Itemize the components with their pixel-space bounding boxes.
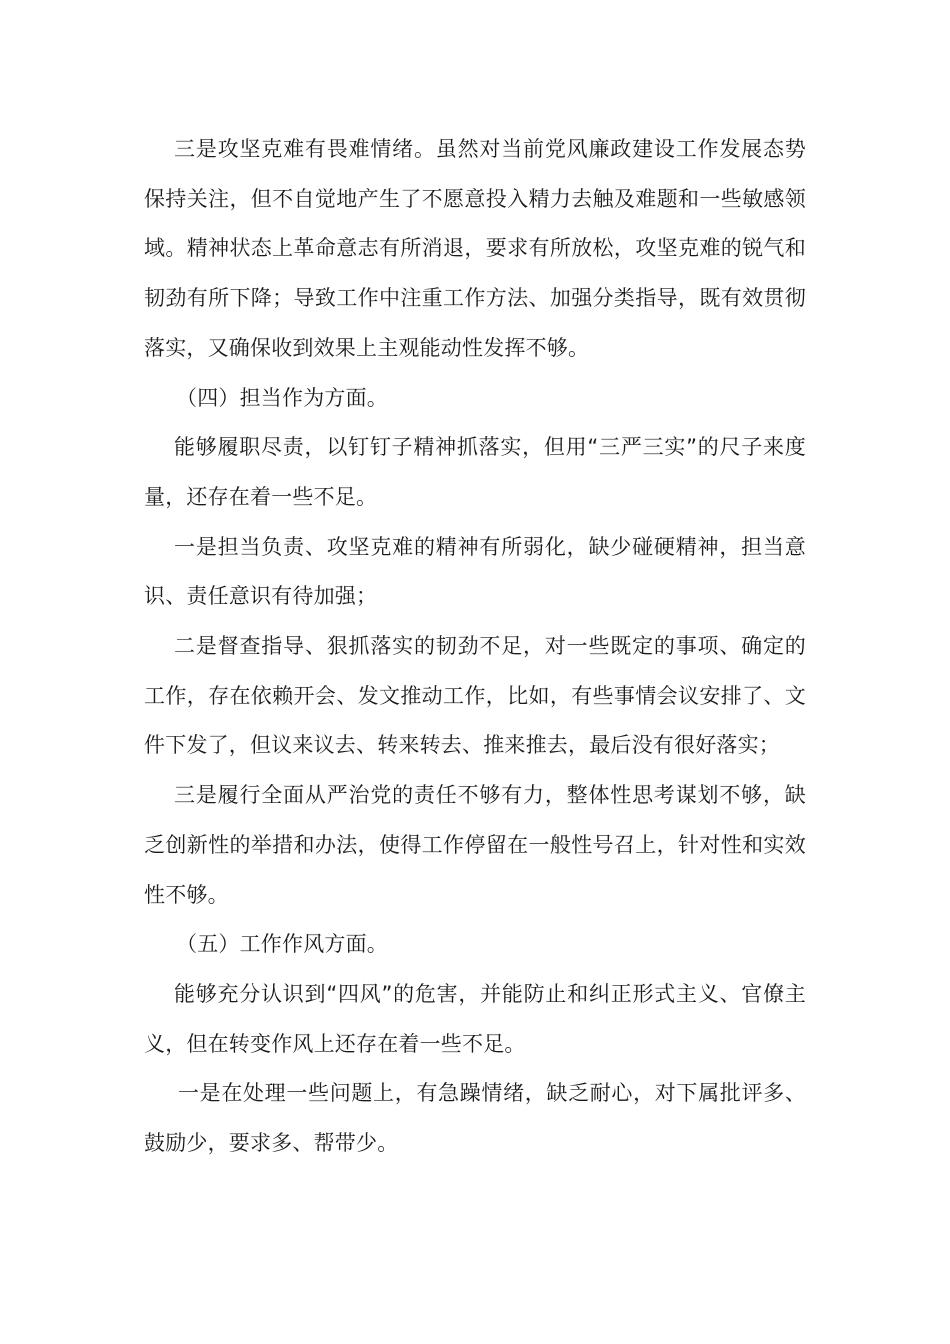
paragraph-difficulty-fear: 三是攻坚克难有畏难情绪。虽然对当前党风廉政建设工作发展态势保持关注，但不自觉地产生了不愿意投入精力去触及难题和一些敏感领域。精神状态上革命意志有所消退，要求有所放松，攻坚克难的锐气和韧劲有所下降；导致工作中注重工作方法、加强分类指导，既有效贯彻落实，又确保收到效果上主观能动性发挥不够。: [144, 137, 806, 360]
document-body: [144, 125, 806, 1169]
section-heading-work-style: （五）工作作风方面。: [176, 932, 388, 957]
paragraph-responsibility-intro: 能够履职尽责，以钉钉子精神抓落实，但用“三严三实”的尺子来度量，还存在着一些不足。: [144, 435, 806, 509]
paragraph-responsibility-point-three: 三是履行全面从严治党的责任不够有力，整体性思考谋划不够，缺乏创新性的举措和办法，使得工作停留在一般性号召上，针对性和实效性不够。: [144, 783, 806, 907]
paragraph-work-style-intro: 能够充分认识到“四风”的危害，并能防止和纠正形式主义、官僚主义，但在转变作风上还存在着一些不足。: [144, 981, 806, 1056]
paragraph-responsibility-point-one: 一是担当负责、攻坚克难的精神有所弱化，缺少碰硬精神，担当意识、责任意识有待加强；: [144, 534, 806, 609]
paragraph-work-style-point-one: 一是在处理一些问题上，有急躁情绪，缺乏耐心，对下属批评多、鼓励少，要求多、帮带少。: [144, 1081, 806, 1156]
paragraph-responsibility-point-two: 二是督查指导、狠抓落实的韧劲不足，对一些既定的事项、确定的工作，存在依赖开会、发文推动工作，比如，有些事情会议安排了、文件下发了，但议来议去、转来转去、推来推去，最后没有很好落实；: [144, 634, 806, 758]
section-heading-responsibility: （四）担当作为方面。: [176, 385, 388, 410]
